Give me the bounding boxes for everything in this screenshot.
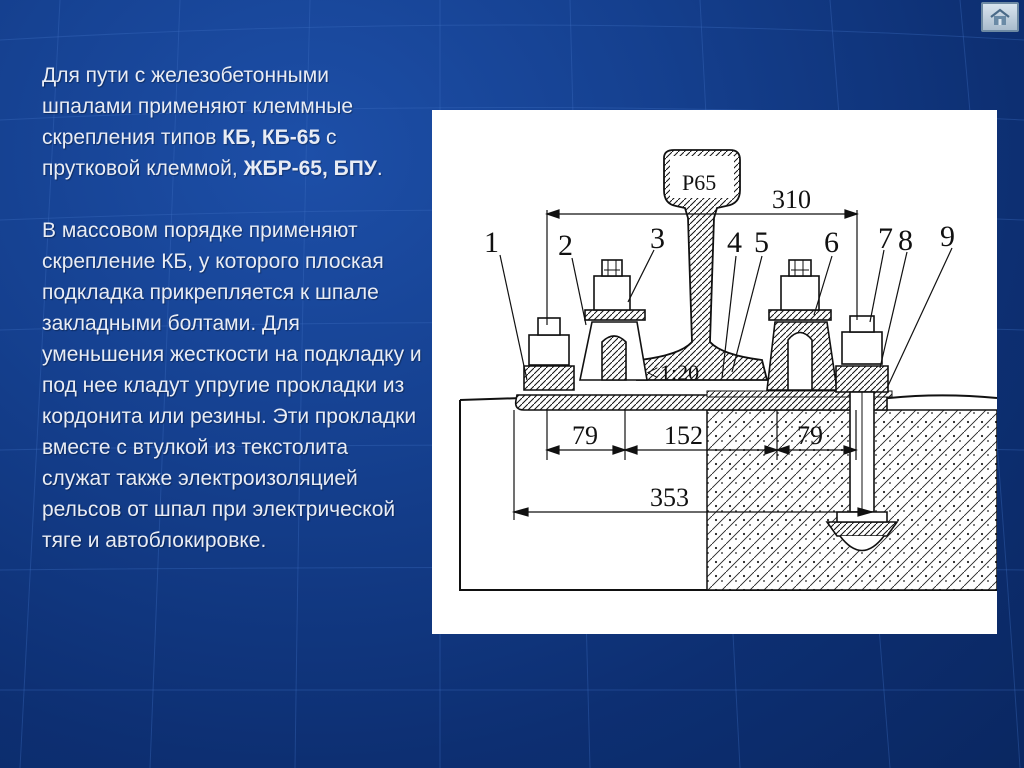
rail-label: Р65 — [682, 170, 717, 195]
callout-3: 3 — [650, 222, 665, 255]
embedded-bolt-left — [524, 318, 574, 390]
diagram-canvas — [432, 110, 997, 634]
callout-2: 2 — [558, 229, 573, 262]
callout-1: 1 — [484, 226, 499, 259]
paragraph-kb-description: В массовом порядке применяют скрепление КБ, у которого плоская подкладка прикрепляется к шпале закладными болтами. Для уменьшения жесткости на подкладку и под нее кладут упругие прокладки из кордонита или резины. Эти прокладки вместе с втулкой из текстолита служат также электроизоляцией рельсов от шпал при электрической тяге и автоблокировке. — [42, 219, 422, 552]
clamp-left — [580, 260, 647, 380]
home-icon — [989, 8, 1011, 26]
rail-fastening-diagram — [432, 110, 997, 634]
dimension-152: 152 — [664, 421, 703, 450]
slope-label: 1:20 — [660, 360, 700, 385]
slope-lt-sign: < — [646, 360, 659, 385]
slide-text — [42, 60, 422, 556]
callout-9: 9 — [940, 220, 955, 253]
home-button[interactable] — [981, 2, 1019, 32]
callout-6: 6 — [824, 226, 839, 259]
callout-4: 4 — [727, 226, 742, 259]
paragraph-fastening-types: Для пути с железобетонными шпалами применяют клеммные скрепления типов КБ, КБ-65 с прутковой клеммой, ЖБР-65, БПУ. — [42, 64, 383, 180]
callout-8: 8 — [898, 224, 913, 257]
dimension-79-left: 79 — [572, 421, 598, 450]
clamp-right — [767, 260, 837, 390]
dimension-310-label: 310 — [772, 185, 811, 214]
callout-numbers — [484, 220, 955, 262]
dimension-353: 353 — [650, 483, 689, 512]
callout-5: 5 — [754, 226, 769, 259]
callout-7: 7 — [878, 222, 893, 255]
dimension-79-right: 79 — [797, 421, 823, 450]
